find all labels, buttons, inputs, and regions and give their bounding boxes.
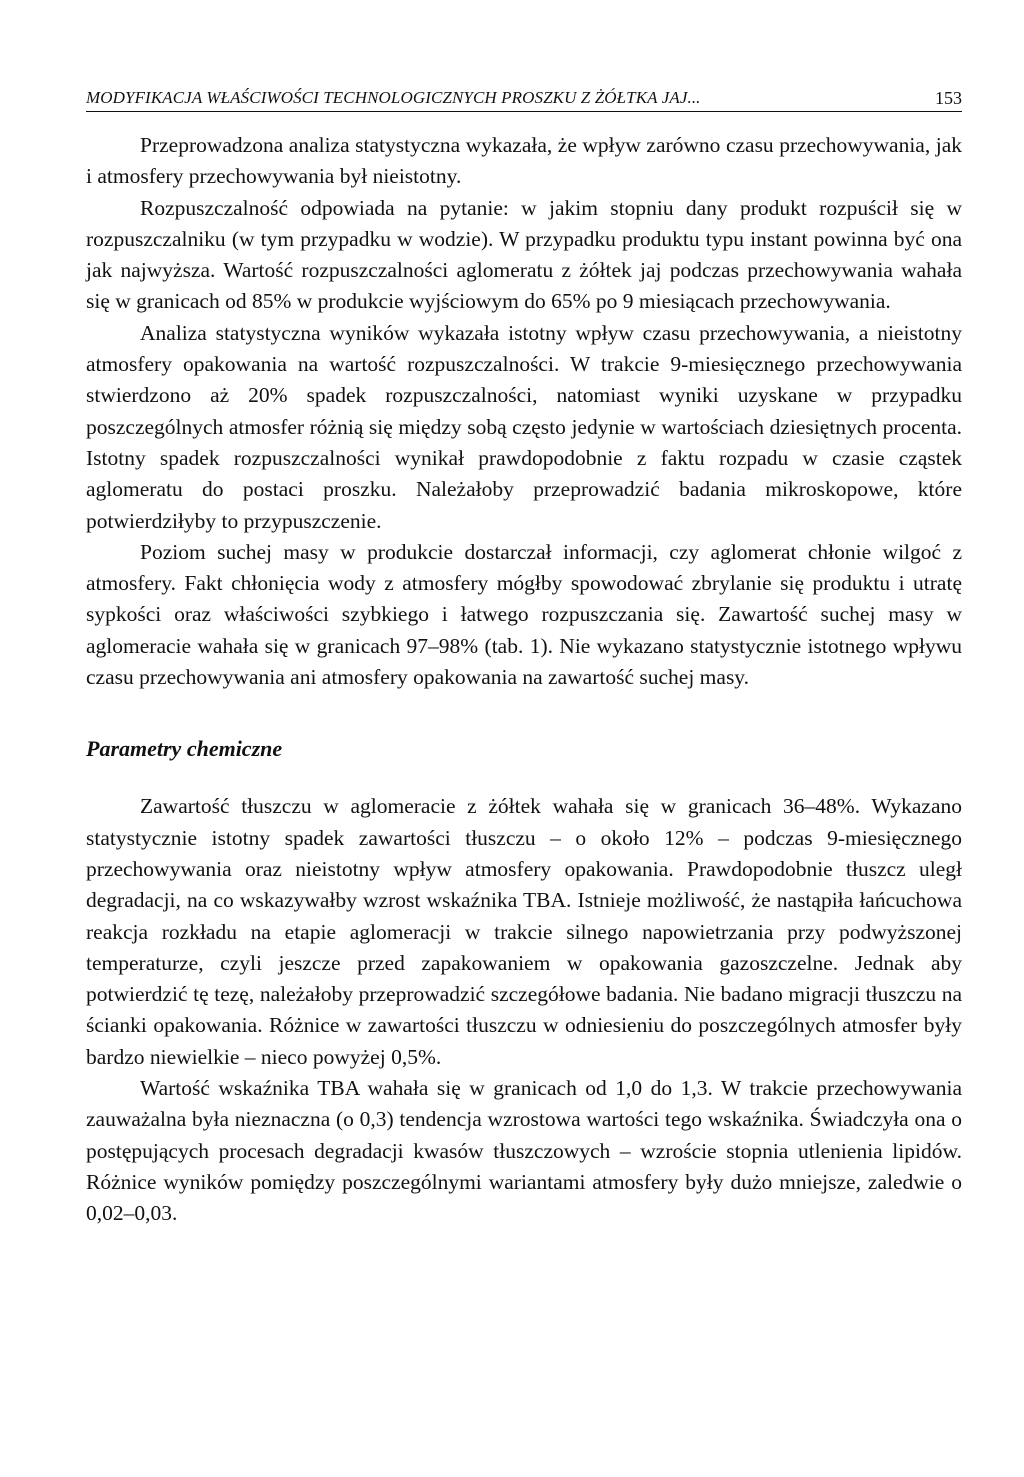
paragraph-solubility: Rozpuszczalność odpowiada na pytanie: w jakim stopniu dany produkt rozpuścił się w rozpuszczalniku (w tym przypadku w wodzie). W przypadku produktu typu instant powinna być ona jak najwyższa. Wartość rozpuszczalności aglomeratu z żółtek jaj podczas przechowywania wahała się w granicach od 85% w produkcie wyjściowym do 65% po 9 miesiącach przechowywania.: [86, 195, 962, 314]
running-header: [86, 88, 962, 112]
page-number: 153: [935, 88, 962, 108]
body-text: [86, 130, 962, 1230]
paragraph-solubility-analysis: Analiza statystyczna wyników wykazała istotny wpływ czasu przechowywania, a nieistotny atmosfery opakowania na wartość rozpuszczalności. W trakcie 9-miesięcznego przechowywania stwierdzono aż 20% spadek rozpuszczalności, natomiast wyniki uzyskane w przypadku poszczególnych atmosfer różnią się między sobą często jedynie w wartościach dziesiętnych procenta. Istotny spadek rozpuszczalności wynikał prawdopodobnie z faktu rozpadu w czasie cząstek aglomeratu do postaci proszku. Należałoby przeprowadzić badania mikroskopowe, które potwierdziłyby to przypuszczenie.: [86, 320, 962, 533]
paragraph-dry-mass: Poziom suchej masy w produkcie dostarczał informacji, czy aglomerat chłonie wilgoć z atmosfery. Fakt chłonięcia wody z atmosfery mógłby spowodować zbrylanie się produktu i utratę sypkości oraz właściwości szybkiego i łatwego rozpuszczania się. Zawartość suchej masy w aglomeracie wahała się w granicach 97–98% (tab. 1). Nie wykazano statystycznie istotnego wpływu czasu przechowywania ani atmosfery opakowania na zawartość suchej masy.: [86, 539, 962, 690]
paragraph-tba-index: Wartość wskaźnika TBA wahała się w granicach od 1,0 do 1,3. W trakcie przechowywania zauważalna była nieznaczna (o 0,3) tendencja wzrostowa wartości tego wskaźnika. Świadczyła ona o postępujących procesach degradacji kwasów tłuszczowych – wzroście stopnia utlenienia lipidów. Różnice wyników pomiędzy poszczególnymi wariantami atmosfery były dużo mniejsze, zaledwie o 0,02–0,03.: [86, 1076, 962, 1226]
paragraph-fat-content: Zawartość tłuszczu w aglomeracie z żółtek wahała się w granicach 36–48%. Wykazano statystycznie istotny spadek zawartości tłuszczu – o około 12% – podczas 9-miesięcznego przechowywania oraz nieistotny wpływ atmosfery opakowania. Prawdopodobnie tłuszcz uległ degradacji, na co wskazywałby wzrost wskaźnika TBA. Istnieje możliwość, że nastąpiła łańcuchowa reakcja rozkładu na etapie aglomeracji w trakcie silnego napowietrzania przy podwyższonej temperaturze, czyli jeszcze przed zapakowaniem w opakowania gazoszczelne. Jednak aby potwierdzić tę tezę, należałoby przeprowadzić szczegółowe badania. Nie badano migracji tłuszczu na ścianki opakowania. Różnice w zawartości tłuszczu w odniesieniu do poszczególnych atmosfer były bardzo niewielkie – nieco powyżej 0,5%.: [86, 794, 962, 1069]
section-heading-chemical-parameters: Parametry chemiczne: [86, 736, 283, 762]
document-page: [86, 88, 962, 1230]
paragraph-influence-storage: Przeprowadzona analiza statystyczna wykazała, że wpływ zarówno czasu przechowywania, jak i atmosfery przechowywania był nieistotny.: [86, 133, 962, 189]
running-title: MODYFIKACJA WŁAŚCIWOŚCI TECHNOLOGICZNYCH PROSZKU Z ŻÓŁTKA JAJ...: [86, 88, 701, 107]
